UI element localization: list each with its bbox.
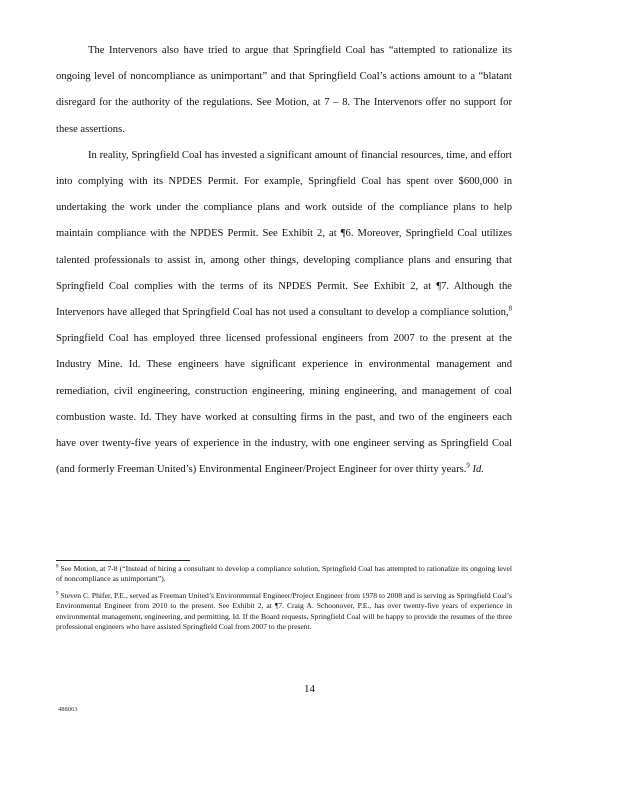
footnote-separator: [56, 560, 190, 561]
paragraph-2-continued: Springfield Coal has employed three licensed professional engineers from 2007 to the present at the Industry Mine. Id. These engineers have significant experience in environmental management and remediation, civil engineering, construction engineering, mining engineering, and management of coal combustion waste. Id. They have worked at consulting firms in the past, and two of the engineers each have over twenty-five years of experience in the industry, with one engineer serving as Springfield Coal (and formerly Freeman United’s) Environmental Engineer/Project Engineer for over thirty years.: [56, 333, 512, 476]
footnote-9: [56, 591, 512, 633]
paragraph-2: [56, 143, 512, 484]
document-id: 488063: [58, 706, 78, 713]
footnote-9-text: Steven C. Phifer, P.E., served as Freeman United’s Environmental Engineer/Project Engineer from 1978 to 2008 and is serving as Springfield Coal’s Environmental Engineer from 2010 to the present. See Exhibit 2, at ¶7. Craig A. Schoonover, P.E., has over twenty-five years of experience in environmental management, engineering, and permitting. Id. If the Board requests, Springfield Coal will be happy to provide the resumes of the three professional engineers who have assisted Springfield Coal from 2007 to the present.: [56, 590, 512, 632]
paragraph-2-text: In reality, Springfield Coal has invested a significant amount of financial resources, time, and effort into complying with its NPDES Permit. For example, Springfield Coal has spent over $600,000 in undertaking the work under the compliance plans and work outside of the compliance plans to help maintain compliance with the NPDES Permit. See Exhibit 2, at ¶6. Moreover, Springfield Coal utilizes talented professionals to assist in, among other things, developing compliance plans and ensuring that Springfield Coal complies with the terms of its NPDES Permit. See Exhibit 2, at ¶7. Although the Intervenors have alleged that Springfield Coal has not used a consultant to develop a compliance solution,: [56, 149, 512, 319]
footnote-8-text: See Motion, at 7-8 (“Instead of hiring a consultant to develop a compliance solution, Springfield Coal has attempted to rationalize its ongoing level of noncompliance as unimportant”).: [56, 564, 512, 584]
id-citation: Id.: [472, 464, 484, 476]
body-text: [56, 38, 512, 483]
page-number: 14: [304, 683, 315, 695]
footnote-8-marker: 8: [56, 564, 59, 570]
footnote-8: [56, 564, 512, 585]
footnote-ref-8: 8: [508, 305, 512, 313]
paragraph-1: [56, 38, 512, 143]
footnotes: [56, 564, 512, 638]
paragraph-1-text: The Intervenors also have tried to argue that Springfield Coal has “attempted to rationalize its ongoing level of noncompliance as unimportant” and that Springfield Coal’s actions amount to a “blatant disregard for the authority of the regulations. See Motion, at 7 – 8. The Intervenors offer no support for these assertions.: [56, 45, 512, 135]
footnote-ref-9: 9: [466, 462, 470, 470]
footnote-9-marker: 9: [56, 591, 59, 597]
